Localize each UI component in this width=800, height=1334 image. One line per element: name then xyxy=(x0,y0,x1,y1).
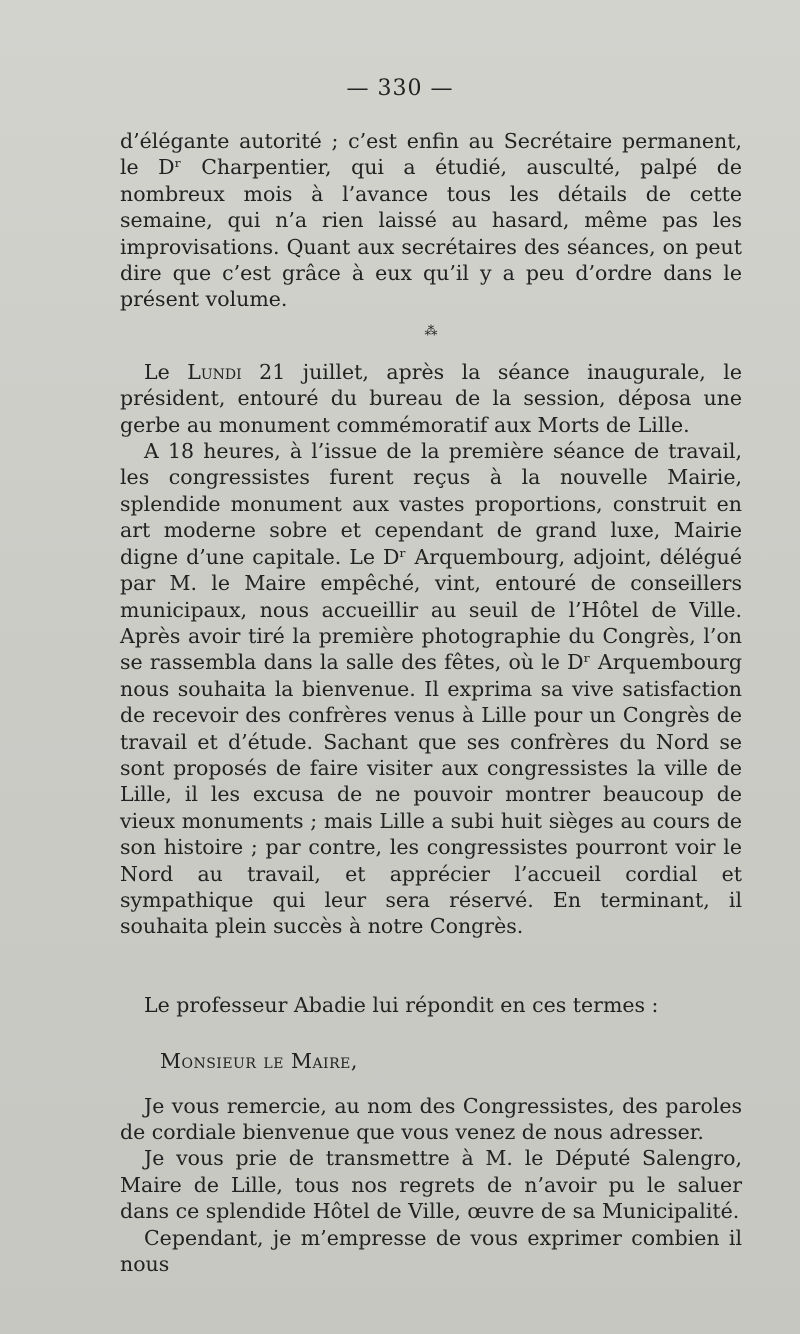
spacer xyxy=(120,940,742,992)
paragraph: A 18 heures, à l’issue de la première séance de travail, les congressistes furent reçus à la nouvelle Mairie, splendide monument aux vastes proportions, construit en art moderne sobre et cependant de grand luxe, Mairie digne d’une capitale. Le Dʳ Arquembourg, adjoint, délégué par M. le Maire empêché, vint, entouré de conseillers municipaux, nous accueillir au seuil de l’Hôtel de Ville. Après avoir tiré la première photographie du Congrès, l’on se rassembla dans la salle des fêtes, où le Dʳ Arquembourg nous souhaita la bienvenue. Il exprima sa vive satisfaction de recevoir des confrères venus à Lille pour un Congrès de travail et d’étude. Sachant que ses confrères du Nord se sont proposés de faire visiter aux congressistes la ville de Lille, il les excusa de ne pouvoir montrer beaucoup de vieux monuments ; mais Lille a subi huit sièges au cours de son histoire ; par contre, les congressistes pourront voir le Nord au travail, et apprécier l’accueil cordial et sympathique qui leur sera réservé. En terminant, il souhaita plein succès à notre Congrès. xyxy=(120,439,742,939)
weekday-smallcaps: Lundi xyxy=(187,359,242,384)
paragraph xyxy=(120,359,742,438)
paragraph: Je vous prie de transmettre à M. le Député Salengro, Maire de Lille, tous nos regrets de n’avoir pu le saluer dans ce splendide Hôtel de Ville, œuvre de sa Municipalité. xyxy=(120,1146,742,1224)
page-number: — 330 — xyxy=(346,76,454,101)
paragraph: d’élégante autorité ; c’est enfin au Secrétaire permanent, le Dʳ Charpentier, qui a étudié, ausculté, palpé de nombreux mois à l’avance tous les détails de cette semaine, qui n’a rien laissé au hasard, même pas les improvisations. Quant aux secrétaires des séances, on peut dire que c’est grâce à eux qu’il y a peu d’ordre dans le présent volume. xyxy=(120,129,742,312)
salutation: Monsieur le Maire, xyxy=(160,1049,358,1074)
section-separator: ⁂ xyxy=(424,323,438,339)
paragraph: Cependant, je m’empresse de vous exprimer combien il nous xyxy=(120,1225,742,1277)
paragraph: Le professeur Abadie lui répondit en ces termes : xyxy=(144,992,659,1017)
paragraph-rest: 21 juillet, après la séance inaugurale, le président, entouré du bureau de la session, déposa une gerbe au monument commémoratif aux Morts de Lille. xyxy=(120,359,742,437)
paragraph: Je vous remercie, au nom des Congressistes, des paroles de cordiale bienvenue que vous venez de nous adresser. xyxy=(120,1093,742,1144)
body-text xyxy=(120,128,742,1277)
paragraph-lead: Le xyxy=(144,359,188,384)
